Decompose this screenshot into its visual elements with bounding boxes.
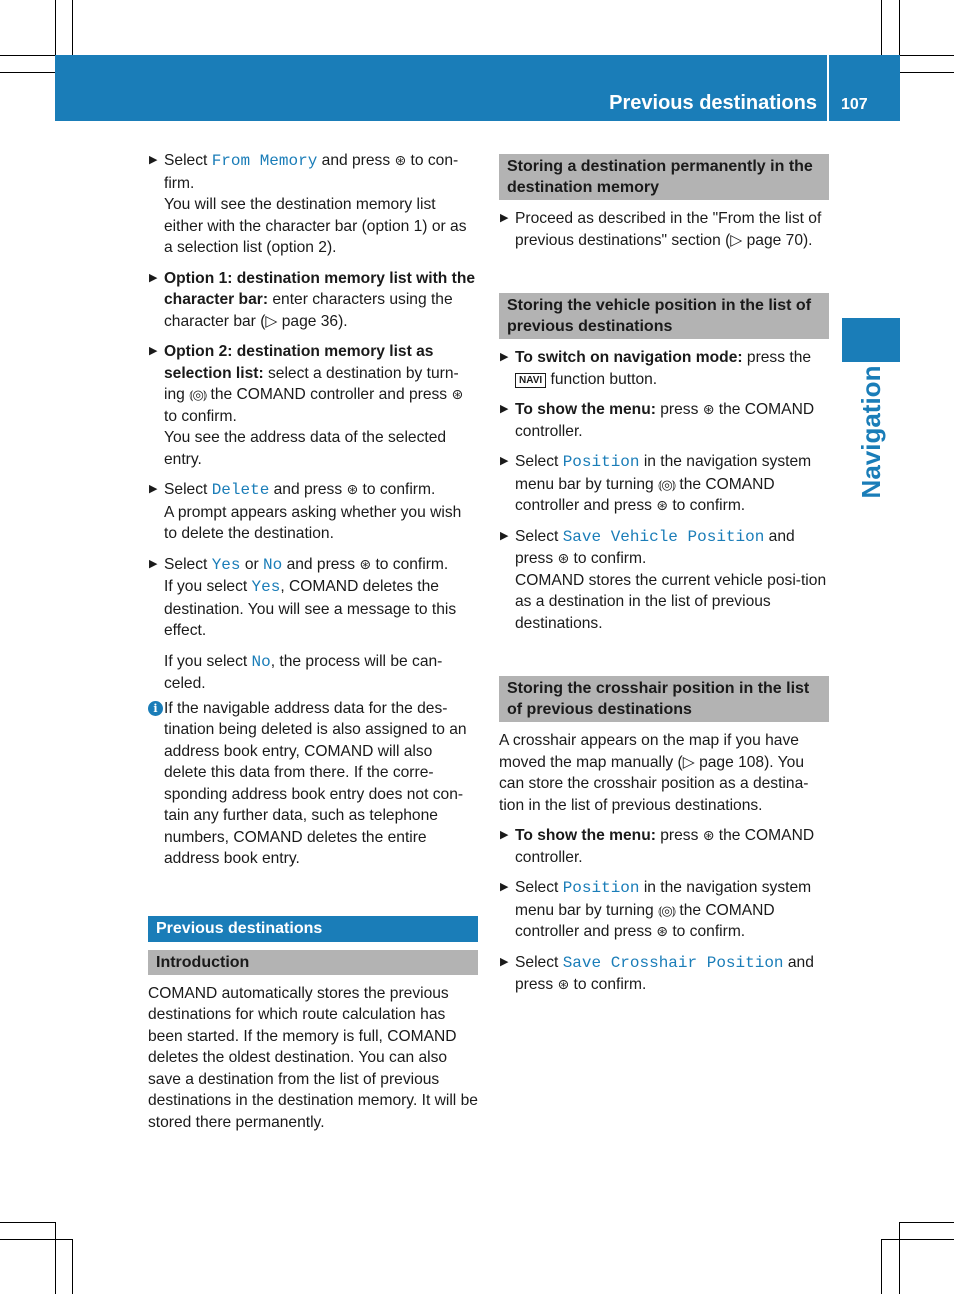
crosshair-paragraph: A crosshair appears on the map if you have moved the map manually (▷ page 108). You can store the crosshair position as a destina-tion in the list of previous destinations. <box>499 732 809 814</box>
display-code: From Memory <box>211 152 318 170</box>
crop-mark <box>55 1222 56 1294</box>
step-subtext: If you select Yes, COMAND deletes the destination. You will see a message to this effect. <box>164 578 457 639</box>
step-text: Select Save Crosshair Position and press ⊛ to confirm. <box>515 952 829 996</box>
step-select-position <box>499 451 829 517</box>
arrow-icon: ▶ <box>500 955 509 968</box>
page-title: Previous destinations <box>609 92 817 114</box>
display-code: Save Crosshair Position <box>562 953 784 972</box>
controller-turn-icon: ⦅◎⦆ <box>658 902 676 918</box>
step-text: Select Position in the navigation system menu bar by turning ⦅◎⦆ the COMAND controller and press ⊛ to confirm. <box>515 451 829 517</box>
step-subtext: A prompt appears asking whether you wish to delete the destination. <box>164 503 462 542</box>
section-heading-crosshair: Storing the crosshair position in the list of previous destinations <box>499 676 829 722</box>
crop-mark <box>0 55 55 56</box>
crop-mark <box>900 55 954 56</box>
header-divider <box>827 55 829 121</box>
step-text: To switch on navigation mode: press the NAVI function button. <box>515 349 812 388</box>
display-code: Yes <box>251 578 281 596</box>
display-code: Position <box>562 453 640 471</box>
arrow-icon: ▶ <box>500 829 509 841</box>
crop-mark <box>899 1222 900 1294</box>
display-code: No <box>263 555 283 574</box>
arrow-icon: ▶ <box>149 345 158 357</box>
arrow-icon: ▶ <box>500 403 509 415</box>
press-icon: ⊛ <box>451 386 464 402</box>
display-code: No <box>251 652 271 671</box>
side-tab <box>842 318 900 362</box>
arrow-icon: ▶ <box>149 154 158 166</box>
step-save-vehicle-position <box>499 526 829 635</box>
press-icon: ⊛ <box>656 923 669 939</box>
step-navigation-mode <box>499 347 829 390</box>
step-text: To show the menu: press ⊛ the COMAND controller. <box>515 827 815 866</box>
crop-mark <box>881 1239 954 1240</box>
crop-mark <box>881 1239 882 1294</box>
crop-mark <box>899 0 900 55</box>
step-text: To show the menu: press ⊛ the COMAND controller. <box>515 401 815 440</box>
arrow-icon: ▶ <box>500 212 509 224</box>
display-code: Yes <box>211 555 241 574</box>
step-select-yes-no <box>148 554 478 695</box>
arrow-icon: ▶ <box>500 455 509 467</box>
section-heading-introduction: Introduction <box>148 950 478 975</box>
crop-mark <box>881 0 882 55</box>
arrow-icon: ▶ <box>149 483 158 495</box>
info-icon: i <box>148 701 163 716</box>
step-text: Select Yes or No and press ⊛ to confirm. <box>164 555 449 574</box>
intro-paragraph: COMAND automatically stores the previous destinations for which route calculation has been started. If the memory is full, COMAND deletes the oldest destination. You can also save a destination from the list of previous destinations in the destination memory. It will be stored there permanently. <box>148 984 478 1131</box>
crop-mark <box>72 0 73 55</box>
step-text: Select From Memory and press ⊛ to con-firm. <box>164 152 459 192</box>
press-icon: ⊛ <box>557 976 570 992</box>
header-bar <box>55 55 900 121</box>
press-icon: ⊛ <box>702 827 715 843</box>
step-subtext: If you select No, the process will be can-celed. <box>164 652 443 692</box>
info-note <box>148 698 478 870</box>
step-text: Select Save Vehicle Position and press ⊛ to confirm. <box>515 526 829 570</box>
step-subtext: You see the address data of the selected entry. <box>164 429 447 468</box>
press-icon: ⊛ <box>557 550 570 566</box>
navi-button-icon: NAVI <box>515 373 546 388</box>
arrow-icon: ▶ <box>500 881 509 893</box>
step-show-menu <box>499 399 829 442</box>
step-text: Proceed as described in the "From the list of previous destinations" section (▷ page 70). <box>515 210 822 249</box>
step-text: Select Position in the navigation system menu bar by turning ⦅◎⦆ the COMAND controller and press ⊛ to confirm. <box>515 877 829 943</box>
step-option-2 <box>148 341 478 470</box>
step-select-position-2 <box>499 877 829 943</box>
section-heading-vehicle-position: Storing the vehicle position in the list of previous destinations <box>499 293 829 339</box>
step-save-crosshair-position <box>499 952 829 996</box>
display-code: Save Vehicle Position <box>562 527 765 546</box>
step-subtext: COMAND stores the current vehicle posi-tion as a destination in the list of previous destinations. <box>515 571 827 632</box>
crop-mark <box>900 72 954 73</box>
step-text: Option 1: destination memory list with the character bar: enter characters using the character bar (▷ page 36). <box>164 269 476 330</box>
step-show-menu-2 <box>499 825 829 868</box>
display-code: Delete <box>211 481 270 499</box>
arrow-icon: ▶ <box>500 351 509 363</box>
arrow-icon: ▶ <box>149 557 158 570</box>
right-column <box>499 154 829 1005</box>
display-code: Position <box>562 879 640 897</box>
step-text: Option 2: destination memory list as selection list: select a destination by turn-ing ⦅◎⦆ the COMAND controller and press ⊛ to confirm. <box>164 343 464 425</box>
step-select-delete <box>148 479 478 545</box>
step-select-from-memory <box>148 150 478 259</box>
arrow-icon: ▶ <box>500 529 509 542</box>
page-number: 107 <box>841 96 868 113</box>
press-icon: ⊛ <box>656 497 669 513</box>
side-label-text: Navigation <box>856 365 886 499</box>
controller-turn-icon: ⦅◎⦆ <box>658 476 676 492</box>
step-text: Select Delete and press ⊛ to confirm. <box>164 481 436 499</box>
left-column <box>148 150 478 1142</box>
press-icon: ⊛ <box>346 481 359 497</box>
step-proceed <box>499 208 829 251</box>
section-heading-permanent: Storing a destination permanently in the destination memory <box>499 154 829 200</box>
crop-mark <box>0 72 55 73</box>
controller-turn-icon: ⦅◎⦆ <box>189 387 207 402</box>
crop-mark <box>72 1239 73 1294</box>
crop-mark <box>0 1222 55 1223</box>
press-icon: ⊛ <box>359 555 372 572</box>
crop-mark <box>899 1222 954 1223</box>
crop-mark <box>55 0 56 55</box>
info-text: If the navigable address data for the des-tination being deleted is also assigned to an address book entry, COMAND will also delete this data from there. If the corre-sponding address book entry does not con-tain any further data, such as telephone numbers, COMAND deletes the entire address book entry. <box>164 699 467 867</box>
crop-mark <box>0 1239 72 1240</box>
arrow-icon: ▶ <box>149 271 158 284</box>
step-option-1 <box>148 268 478 333</box>
section-heading-previous: Previous destinations <box>148 916 478 942</box>
press-icon: ⊛ <box>702 401 715 417</box>
press-icon: ⊛ <box>394 152 407 168</box>
step-subtext: You will see the destination memory list either with the character bar (option 1) or as a selection list (option 2). <box>164 196 467 256</box>
